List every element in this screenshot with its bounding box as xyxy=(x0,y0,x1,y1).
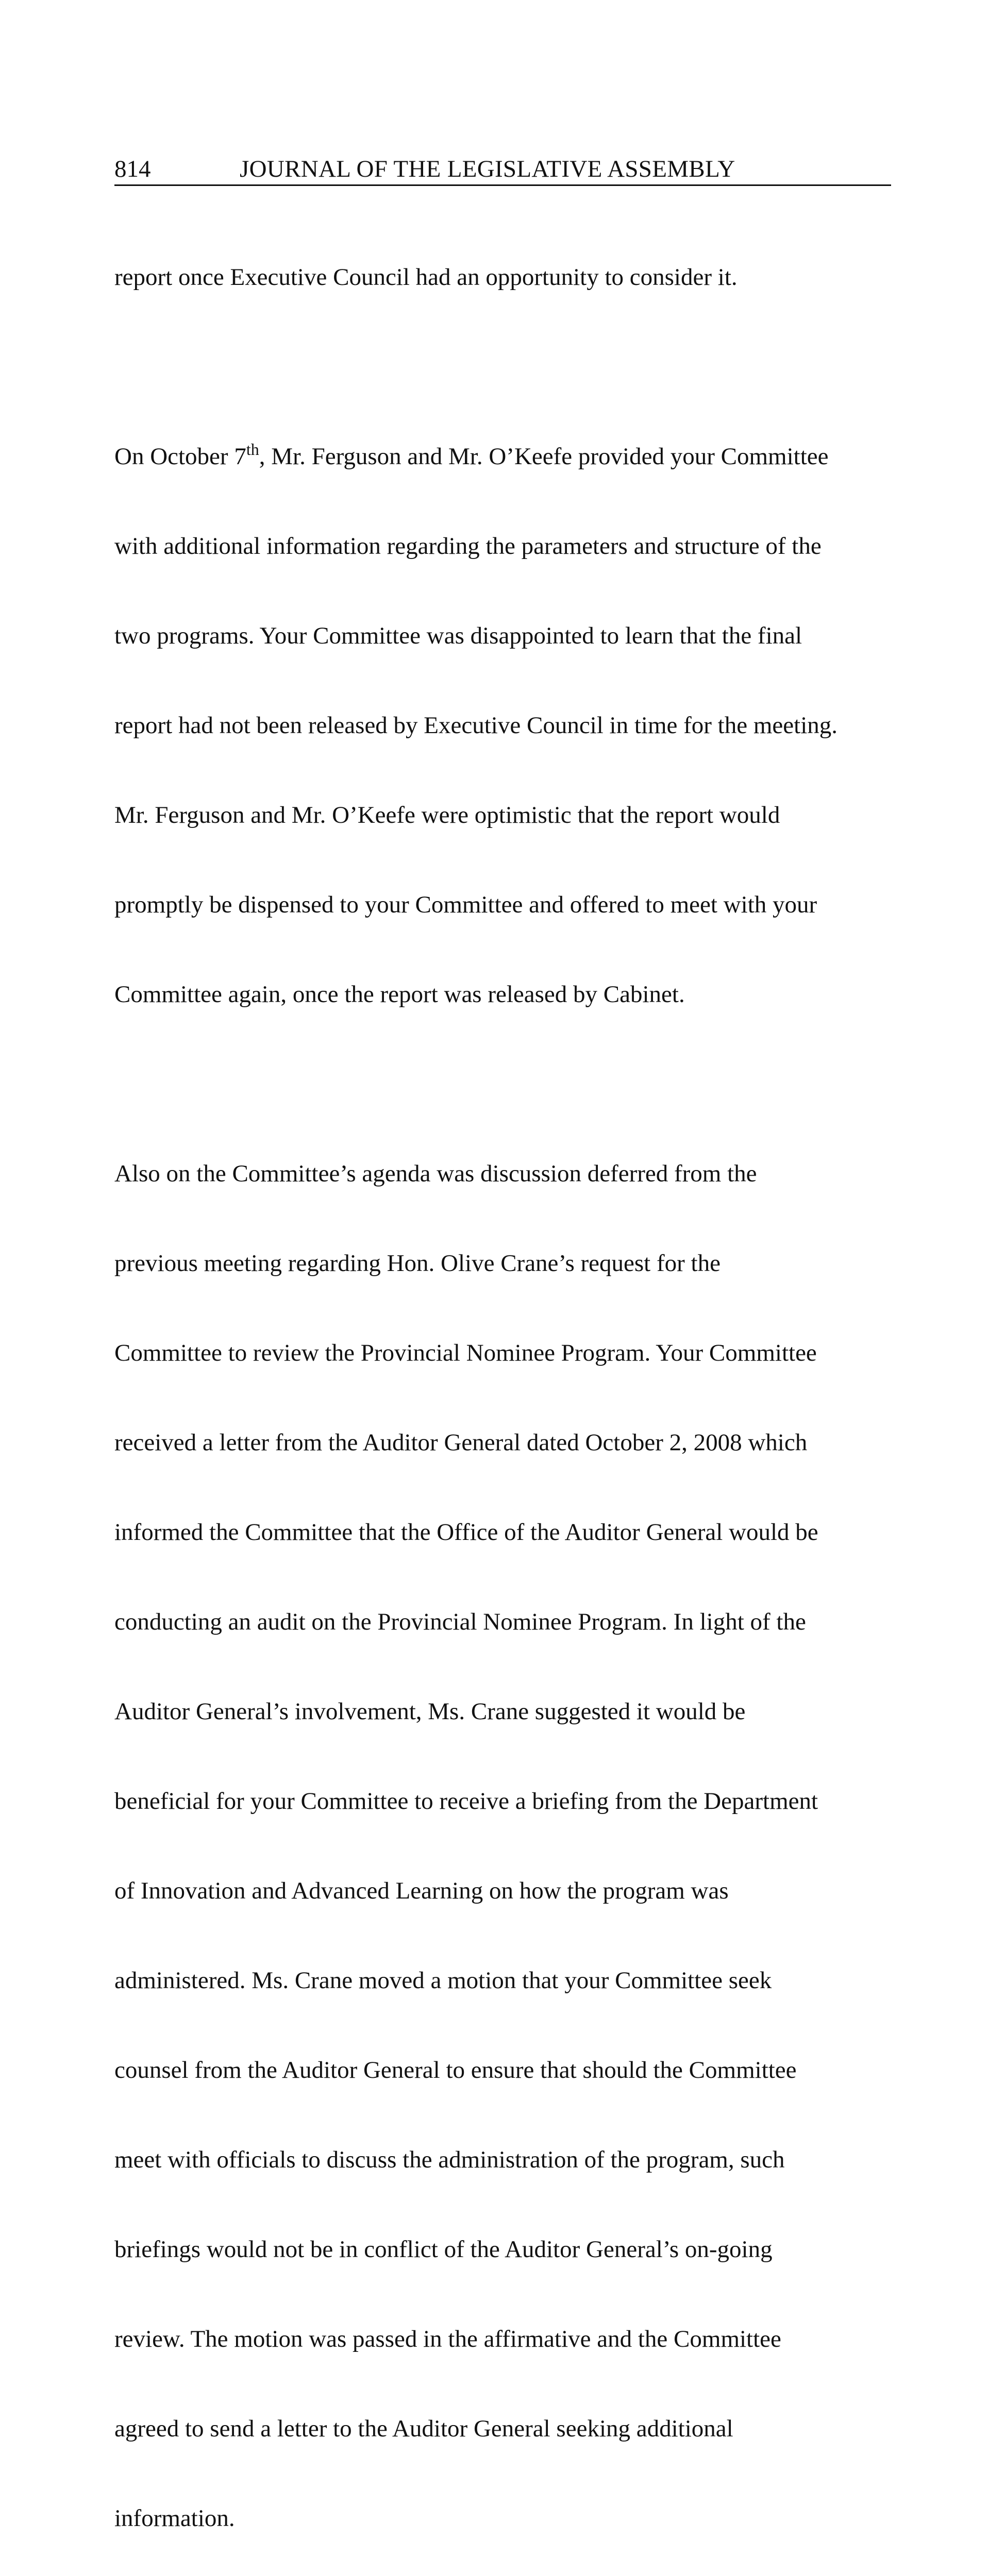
text-line: previous meeting regarding Hon. Olive Crane’s request for the xyxy=(114,1250,721,1277)
text-line: promptly be dispensed to your Committee and offered to meet with your xyxy=(114,891,817,918)
text-run: , Mr. Ferguson and Mr. O’Keefe provided your Committee xyxy=(259,443,829,470)
paragraph-3 xyxy=(114,1099,898,2576)
text-line: report once Executive Council had an opportunity to consider it. xyxy=(114,264,738,291)
running-head: JOURNAL OF THE LEGISLATIVE ASSEMBLY xyxy=(240,156,735,182)
text-line xyxy=(114,442,898,471)
text-line: conducting an audit on the Provincial Nominee Program. In light of the xyxy=(114,1608,806,1635)
text-line: review. The motion was passed in the affirmative and the Committee xyxy=(114,2326,781,2352)
page-header xyxy=(114,154,891,186)
text-line: report had not been released by Executive Council in time for the meeting. xyxy=(114,712,838,739)
body-text xyxy=(114,202,898,2576)
text-run: On October 7 xyxy=(114,443,246,470)
text-line: administered. Ms. Crane moved a motion that your Committee seek xyxy=(114,1967,772,1994)
page-number: 814 xyxy=(114,156,151,182)
text-line: Also on the Committee’s agenda was discussion deferred from the xyxy=(114,1160,757,1187)
text-line: with additional information regarding the parameters and structure of the xyxy=(114,533,822,560)
text-line: meet with officials to discuss the administration of the program, such xyxy=(114,2146,785,2173)
text-line: of Innovation and Advanced Learning on how the program was xyxy=(114,1877,729,1904)
text-line: received a letter from the Auditor General dated October 2, 2008 which xyxy=(114,1429,808,1456)
text-line: beneficial for your Committee to receive a briefing from the Department xyxy=(114,1788,818,1815)
text-line: briefings would not be in conflict of the Auditor General’s on-going xyxy=(114,2236,773,2263)
text-line: Committee to review the Provincial Nominee Program. Your Committee xyxy=(114,1340,817,1366)
text-line: information. xyxy=(114,2505,235,2532)
superscript-ordinal: th xyxy=(246,440,259,459)
text-line: informed the Committee that the Office of the Auditor General would be xyxy=(114,1519,818,1546)
text-line: Auditor General’s involvement, Ms. Crane suggested it would be xyxy=(114,1698,746,1725)
text-line: two programs. Your Committee was disappointed to learn that the final xyxy=(114,622,802,649)
paragraph-2 xyxy=(114,382,898,1069)
text-line: Mr. Ferguson and Mr. O’Keefe were optimistic that the report would xyxy=(114,802,780,828)
text-line: agreed to send a letter to the Auditor General seeking additional xyxy=(114,2415,733,2442)
text-line: Committee again, once the report was released by Cabinet. xyxy=(114,981,685,1008)
text-line: counsel from the Auditor General to ensure that should the Committee xyxy=(114,2057,797,2083)
paragraph-1 xyxy=(114,202,898,352)
